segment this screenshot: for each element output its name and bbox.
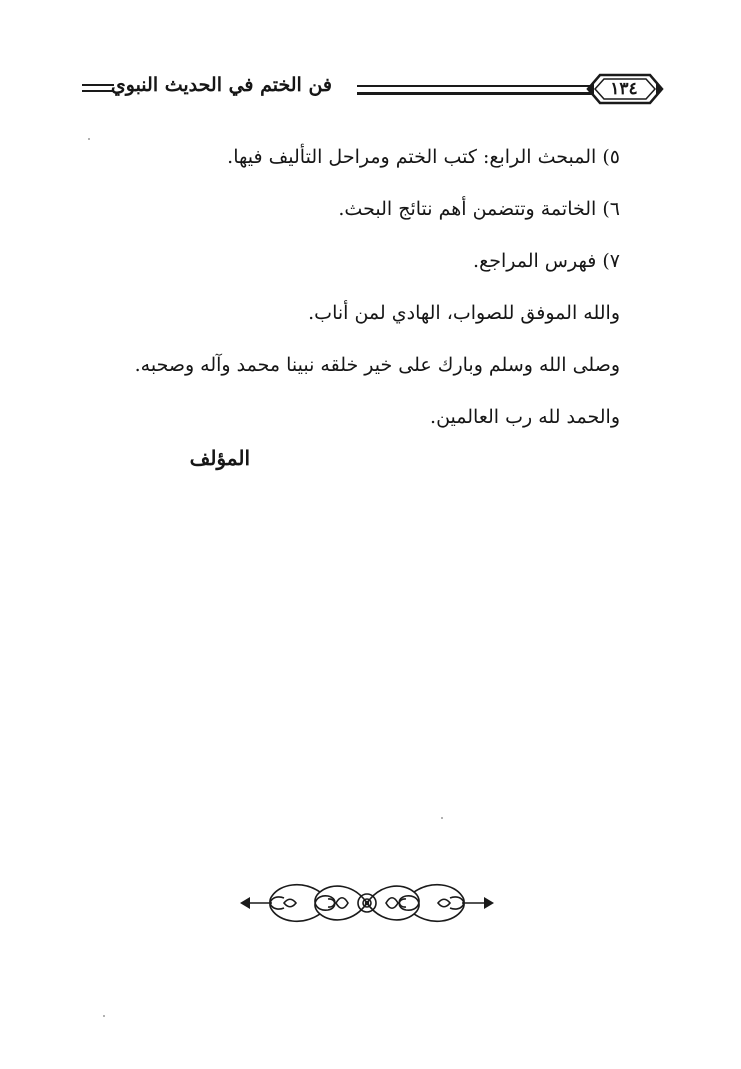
closing-line: والله الموفق للصواب، الهادي لمن أناب. bbox=[308, 302, 620, 324]
list-item: ٦) الخاتمة وتتضمن أهم نتائج البحث. bbox=[338, 198, 620, 220]
closing-line: والحمد لله رب العالمين. bbox=[430, 406, 620, 428]
header-rule-left-lower bbox=[82, 90, 114, 92]
page-number: ١٣٤ bbox=[610, 79, 638, 99]
floral-ornament-icon bbox=[236, 872, 498, 934]
author-signature: المؤلف bbox=[189, 446, 250, 470]
paper-speck bbox=[88, 138, 90, 140]
list-item: ٥) المبحث الرابع: كتب الختم ومراحل التأليف فيها. bbox=[227, 146, 620, 168]
header-rule-right bbox=[357, 85, 593, 87]
paper-speck bbox=[103, 1015, 105, 1017]
body-text bbox=[134, 138, 620, 450]
closing-line: وصلى الله وسلم وبارك على خير خلقه نبينا محمد وآله وصحبه. bbox=[134, 354, 620, 376]
paper-speck bbox=[441, 817, 443, 819]
page-header bbox=[0, 0, 741, 120]
header-rule-left bbox=[82, 84, 114, 86]
running-title: فن الختم في الحديث النبوي bbox=[110, 74, 332, 96]
header-rule-right-lower bbox=[357, 92, 593, 95]
list-item: ٧) فهرس المراجع. bbox=[473, 250, 620, 272]
